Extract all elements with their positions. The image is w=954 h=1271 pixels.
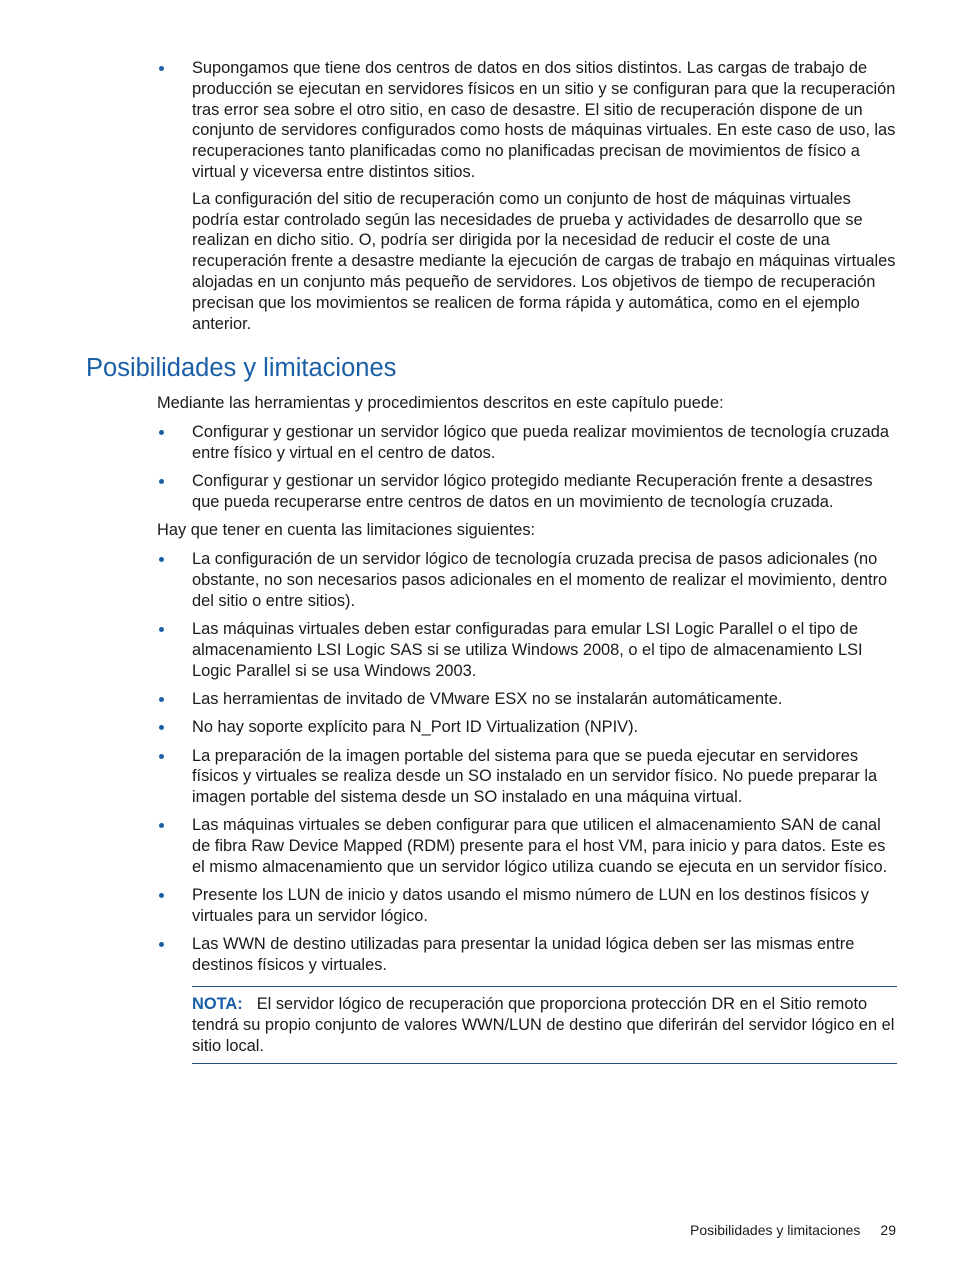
limitation-text: Las máquinas virtuales deben estar configuradas para emular LSI Logic Parallel o el tipo de almacenamiento LSI Logic SAS si se utiliza Windows 2008, o el tipo de almacenamiento LSI Logic Parallel si se usa Windows 2003. (192, 620, 863, 680)
limitation-text: Presente los LUN de inicio y datos usando el mismo número de LUN en los destinos físicos y virtuales para un servidor lógico. (192, 886, 869, 926)
bullet-icon (159, 557, 164, 562)
intro-bullet-paragraph-1: Supongamos que tiene dos centros de datos en dos sitios distintos. Las cargas de trabajo de producción se ejecutan en servidores físicos en un sitio y se configuran para que la recuperación tras error sea sobre el otro sitio, en caso de desastre. El sitio de recuperación dispone de un conjunto de servidores configurados como hosts de máquinas virtuales. En este caso de uso, las recuperaciones tanto planificadas como no planificadas precisan de movimientos de físico a virtual y viceversa entre distintos sitios. (192, 59, 896, 181)
bullet-icon (159, 754, 164, 759)
limitation-text: Las máquinas virtuales se deben configurar para que utilicen el almacenamiento SAN de canal de fibra Raw Device Mapped (RDM) presente para el host VM, para inicio y para datos. Este es el mismo almacenamiento que un servidor lógico utiliza cuando se ejecuta en un servidor físico. (192, 816, 888, 876)
bullet-icon (159, 697, 164, 702)
limitation-text: Las herramientas de invitado de VMware ESX no se instalarán automáticamente. (192, 689, 783, 708)
list-item (157, 815, 897, 877)
section-heading: Posibilidades y limitaciones (86, 354, 397, 383)
list-item (157, 619, 897, 681)
capabilities-list (157, 422, 897, 513)
bullet-icon (159, 893, 164, 898)
list-item (157, 549, 897, 611)
bullet-icon (159, 627, 164, 632)
intro-bullet-paragraph-2: La configuración del sitio de recuperación como un conjunto de host de máquinas virtuales podría estar controlado según las necesidades de prueba y actividades de desarrollo que se realizan en dicho sitio. O, podría ser dirigida por la necesidad de reducir el coste de una recuperación frente a desastre mediante la ejecución de cargas de trabajo en máquinas virtuales alojadas en un conjunto más pequeño de servidores. Los objetivos de tiempo de recuperación precisan que los movimientos se realicen de forma rápida y automática, como en el ejemplo anterior. (192, 189, 896, 333)
note-box (192, 986, 897, 1064)
list-item (157, 746, 897, 808)
list-item (157, 885, 897, 927)
list-item (157, 717, 897, 738)
limitation-text: Las WWN de destino utilizadas para presentar la unidad lógica deben ser las mismas entre destinos físicos y virtuales. (192, 935, 855, 975)
footer-section-title: Posibilidades y limitaciones (690, 1222, 861, 1238)
bullet-icon (159, 725, 164, 730)
bullet-icon (159, 479, 164, 484)
limitations-intro: Hay que tener en cuenta las limitaciones siguientes: (157, 521, 536, 540)
page-footer (690, 1222, 896, 1238)
capability-text: Configurar y gestionar un servidor lógico protegido mediante Recuperación frente a desastres que pueda recuperarse entre centros de datos en un movimiento de tecnología cruzada. (192, 472, 873, 512)
capability-text: Configurar y gestionar un servidor lógico que pueda realizar movimientos de tecnología cruzada entre físico y virtual en el centro de datos. (192, 423, 889, 462)
bullet-icon (159, 430, 164, 435)
list-item (157, 422, 897, 464)
bullet-icon (159, 66, 164, 71)
limitation-text: La preparación de la imagen portable del sistema para que se pueda ejecutar en servidores físicos y virtuales se realiza desde un SO instalado en un servidor físico. No puede preparar la imagen portable del sistema desde un SO instalado en una máquina virtual. (192, 746, 878, 807)
bullet-icon (159, 823, 164, 828)
limitation-text: No hay soporte explícito para N_Port ID Virtualization (NPIV). (192, 718, 639, 737)
page-number: 29 (880, 1222, 896, 1238)
list-item (157, 471, 897, 513)
intro-bullet-list (157, 58, 897, 334)
bullet-icon (159, 942, 164, 947)
list-item (157, 689, 897, 710)
note-label: NOTA: (192, 994, 243, 1013)
note-text: El servidor lógico de recuperación que proporciona protección DR en el Sitio remoto tendrá su propio conjunto de valores WWN/LUN de destino que diferirán del servidor lógico en el sitio local. (192, 994, 895, 1055)
limitations-list (157, 549, 897, 976)
list-item (157, 934, 897, 976)
section-intro: Mediante las herramientas y procedimientos descritos en este capítulo puede: (157, 394, 724, 413)
list-item (157, 58, 897, 334)
limitation-text: La configuración de un servidor lógico de tecnología cruzada precisa de pasos adicionales (no obstante, no son necesarios pasos adicionales en el momento de realizar el movimiento, dentro del sitio o entre sitios). (192, 550, 888, 610)
page-content (86, 58, 897, 1064)
